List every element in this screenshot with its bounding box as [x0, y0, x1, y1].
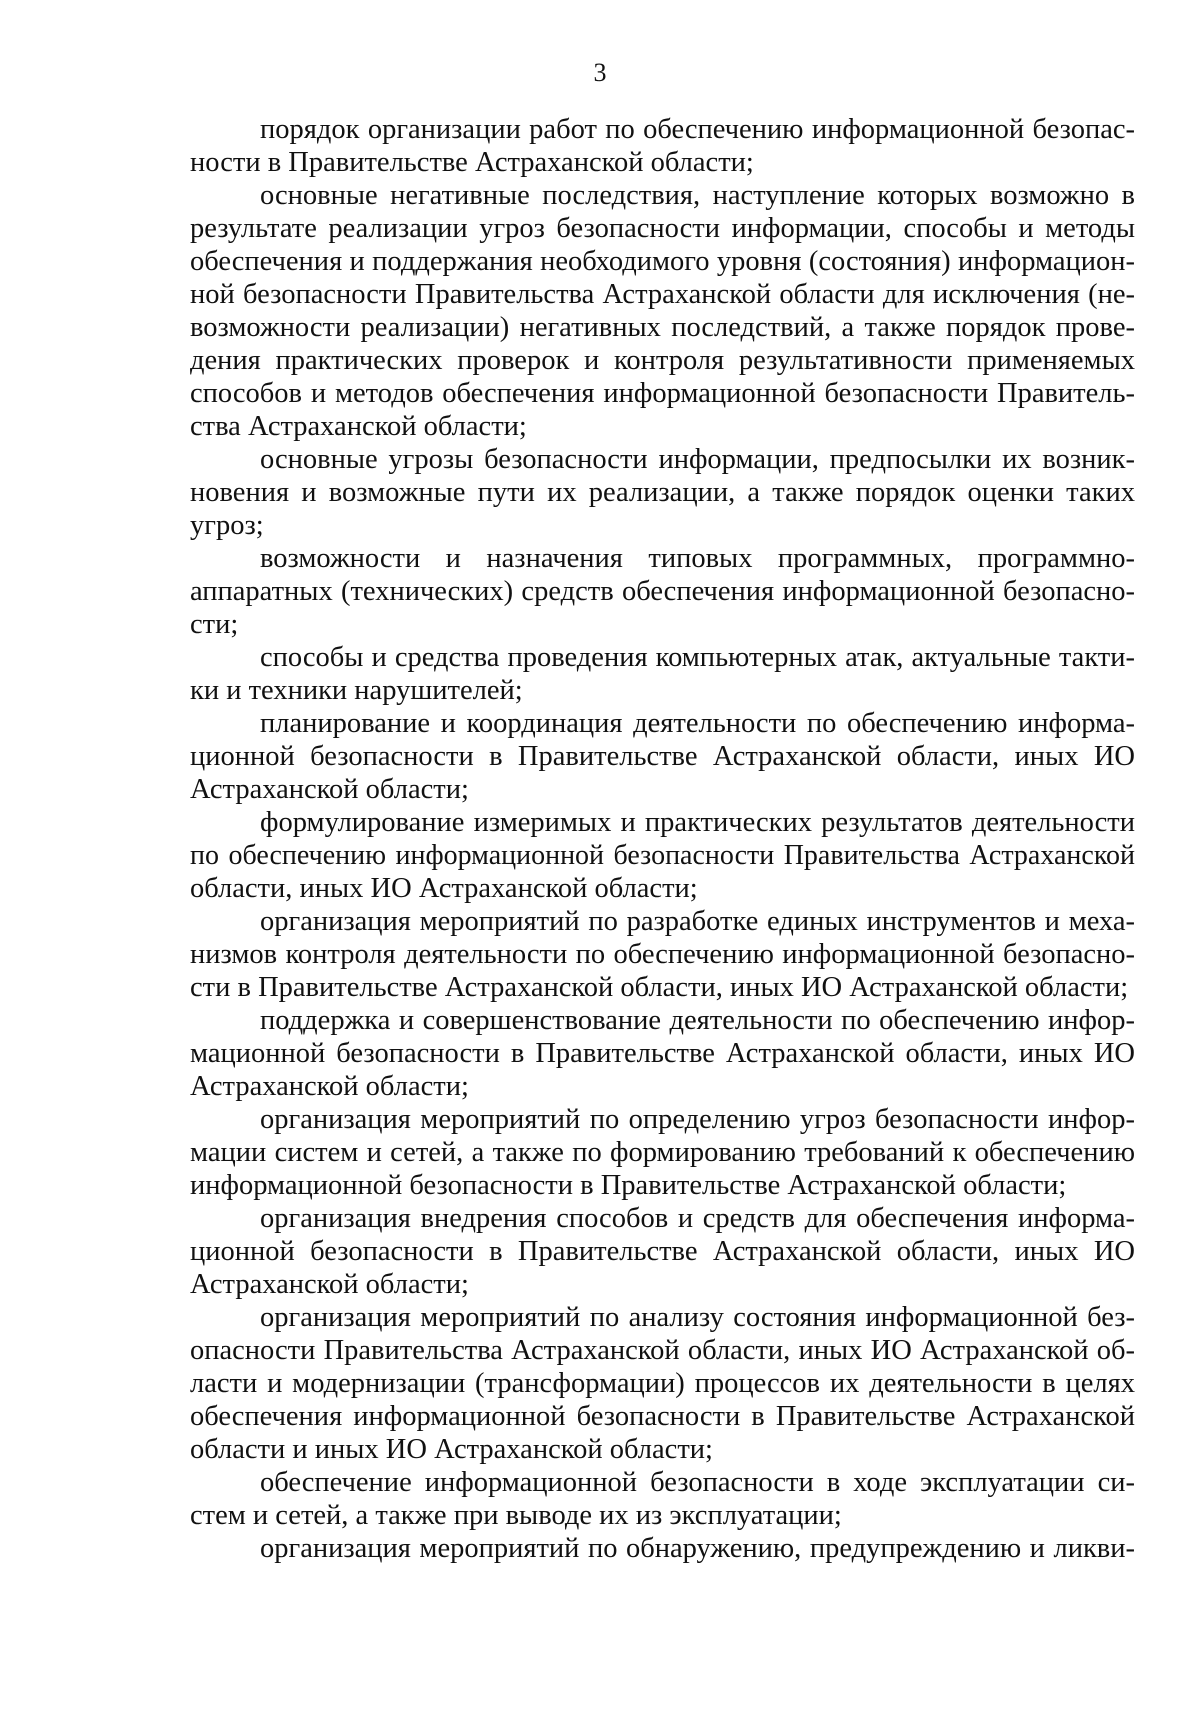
text-line: обеспечения и поддержания необходимого уровня (состояния) информацион-	[190, 246, 1135, 277]
text-line: сти в Правительстве Астраханской области, иных ИО Астраханской области;	[190, 972, 1129, 1003]
text-line: дения практических проверок и контроля результативности применяемых	[190, 345, 1135, 376]
text-line: способов и методов обеспечения информационной безопасности Правитель-	[190, 378, 1135, 409]
text-line: низмов контроля деятельности по обеспечению информационной безопасно-	[190, 939, 1135, 970]
text-line: ласти и модернизации (трансформации) процессов их деятельности в целях	[190, 1368, 1135, 1399]
text-line: порядок организации работ по обеспечению информационной безопас-	[260, 114, 1135, 145]
text-line: возможности и назначения типовых программных, программно-	[260, 543, 1135, 574]
text-line: новения и возможные пути их реализации, а также порядок оценки таких	[190, 477, 1135, 508]
text-line: организация мероприятий по анализу состояния информационной без-	[260, 1302, 1135, 1333]
text-line: ства Астраханской области;	[190, 411, 527, 442]
text-line: по обеспечению информационной безопасности Правительства Астраханской	[190, 840, 1135, 871]
text-line: ционной безопасности в Правительстве Астраханской области, иных ИО	[190, 741, 1135, 772]
text-line: поддержка и совершенствование деятельности по обеспечению инфор-	[260, 1005, 1135, 1036]
text-line: способы и средства проведения компьютерных атак, актуальные такти-	[260, 642, 1135, 673]
text-line: информационной безопасности в Правительстве Астраханской области;	[190, 1170, 1067, 1201]
text-line: мационной безопасности в Правительстве Астраханской области, иных ИО	[190, 1038, 1135, 1069]
text-line: организация мероприятий по определению угроз безопасности инфор-	[260, 1104, 1135, 1135]
text-line: Астраханской области;	[190, 1071, 469, 1102]
text-line: обеспечение информационной безопасности в ходе эксплуатации си-	[260, 1467, 1135, 1498]
text-line: Астраханской области;	[190, 774, 469, 805]
text-line: области и иных ИО Астраханской области;	[190, 1434, 713, 1465]
text-line: ности в Правительстве Астраханской области;	[190, 147, 754, 178]
page-number: 3	[593, 58, 607, 87]
text-line: Астраханской области;	[190, 1269, 469, 1300]
text-line: ной безопасности Правительства Астраханской области для исключения (не-	[190, 279, 1135, 310]
text-line: основные угрозы безопасности информации, предпосылки их возник-	[260, 444, 1135, 475]
text-line: обеспечения информационной безопасности в Правительстве Астраханской	[190, 1401, 1135, 1432]
text-line: организация внедрения способов и средств для обеспечения информа-	[260, 1203, 1135, 1234]
text-line: стем и сетей, а также при выводе их из эксплуатации;	[190, 1500, 842, 1531]
text-line: основные негативные последствия, наступление которых возможно в	[260, 180, 1135, 211]
text-line: результате реализации угроз безопасности информации, способы и методы	[190, 213, 1135, 244]
text-line: сти;	[190, 609, 239, 640]
text-line: аппаратных (технических) средств обеспечения информационной безопасно-	[190, 576, 1135, 607]
body-text	[190, 113, 1135, 1565]
text-line: мации систем и сетей, а также по формированию требований к обеспечению	[190, 1137, 1135, 1168]
text-line: формулирование измеримых и практических результатов деятельности	[260, 807, 1135, 838]
text-line: возможности реализации) негативных последствий, а также порядок прове-	[190, 312, 1135, 343]
text-line: организация мероприятий по обнаружению, предупреждению и ликви-	[260, 1533, 1135, 1564]
text-line: области, иных ИО Астраханской области;	[190, 873, 698, 904]
text-line: планирование и координация деятельности по обеспечению информа-	[260, 708, 1135, 739]
text-line: опасности Правительства Астраханской области, иных ИО Астраханской об-	[190, 1335, 1135, 1366]
text-line: угроз;	[190, 510, 264, 541]
text-line: ционной безопасности в Правительстве Астраханской области, иных ИО	[190, 1236, 1135, 1267]
text-line: организация мероприятий по разработке единых инструментов и меха-	[260, 906, 1135, 937]
text-line: ки и техники нарушителей;	[190, 675, 523, 706]
